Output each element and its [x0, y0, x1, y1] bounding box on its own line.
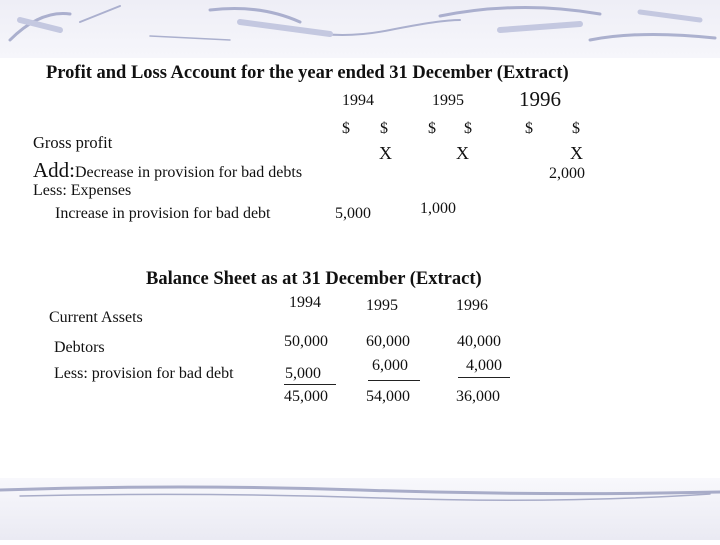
pl-year-1996: 1996 — [519, 87, 561, 111]
subtotal-rule-1996 — [458, 377, 510, 378]
less-expenses-label: Less: Expenses — [33, 182, 132, 199]
pl-currency-1995-a: $ — [428, 120, 436, 137]
pl-currency-1995-b: $ — [464, 120, 472, 137]
add-decrease-value-1996: 2,000 — [549, 165, 585, 182]
bs-year-1995: 1995 — [366, 297, 398, 314]
net-debtors-1994: 45,000 — [284, 388, 328, 405]
add-prefix: Add: — [33, 158, 75, 182]
subtotal-rule-1994 — [284, 384, 336, 385]
pl-currency-1996-b: $ — [572, 120, 580, 137]
increase-provision-value-1994: 5,000 — [335, 205, 371, 222]
pl-currency-1994-a: $ — [342, 120, 350, 137]
gross-profit-1996: X — [570, 143, 583, 163]
gross-profit-1995: X — [456, 143, 469, 163]
pl-year-1994: 1994 — [342, 92, 374, 109]
brush-stroke-header-graphic — [0, 0, 720, 58]
gross-profit-label: Gross profit — [33, 133, 113, 152]
subtotal-rule-1995 — [368, 380, 420, 381]
pl-year-1995: 1995 — [432, 92, 464, 109]
bs-year-1996: 1996 — [456, 297, 488, 314]
provision-1995: 6,000 — [372, 357, 408, 374]
pl-currency-1994-b: $ — [380, 120, 388, 137]
net-debtors-1996: 36,000 — [456, 388, 500, 405]
current-assets-label: Current Assets — [49, 309, 143, 326]
bs-year-1994: 1994 — [289, 294, 321, 311]
bs-title: Balance Sheet as at 31 December (Extract) — [146, 269, 482, 289]
footer-decoration — [0, 478, 720, 540]
debtors-1996: 40,000 — [457, 333, 501, 350]
debtors-label: Debtors — [54, 339, 105, 356]
debtors-1994: 50,000 — [284, 333, 328, 350]
pl-currency-1996-a: $ — [525, 120, 533, 137]
provision-1996: 4,000 — [466, 357, 502, 374]
header-decoration — [0, 0, 720, 58]
brush-stroke-footer-graphic — [0, 478, 720, 540]
increase-provision-label: Increase in provision for bad debt — [55, 205, 271, 222]
debtors-1995: 60,000 — [366, 333, 410, 350]
provision-1994: 5,000 — [285, 365, 321, 382]
increase-provision-value-1995: 1,000 — [420, 200, 456, 217]
gross-profit-1994: X — [379, 143, 392, 163]
add-decrease-provision-label: Decrease in provision for bad debts — [75, 164, 303, 181]
pl-title: Profit and Loss Account for the year ended 31 December (Extract) — [46, 63, 569, 83]
net-debtors-1995: 54,000 — [366, 388, 410, 405]
provision-label: Less: provision for bad debt — [54, 365, 234, 382]
